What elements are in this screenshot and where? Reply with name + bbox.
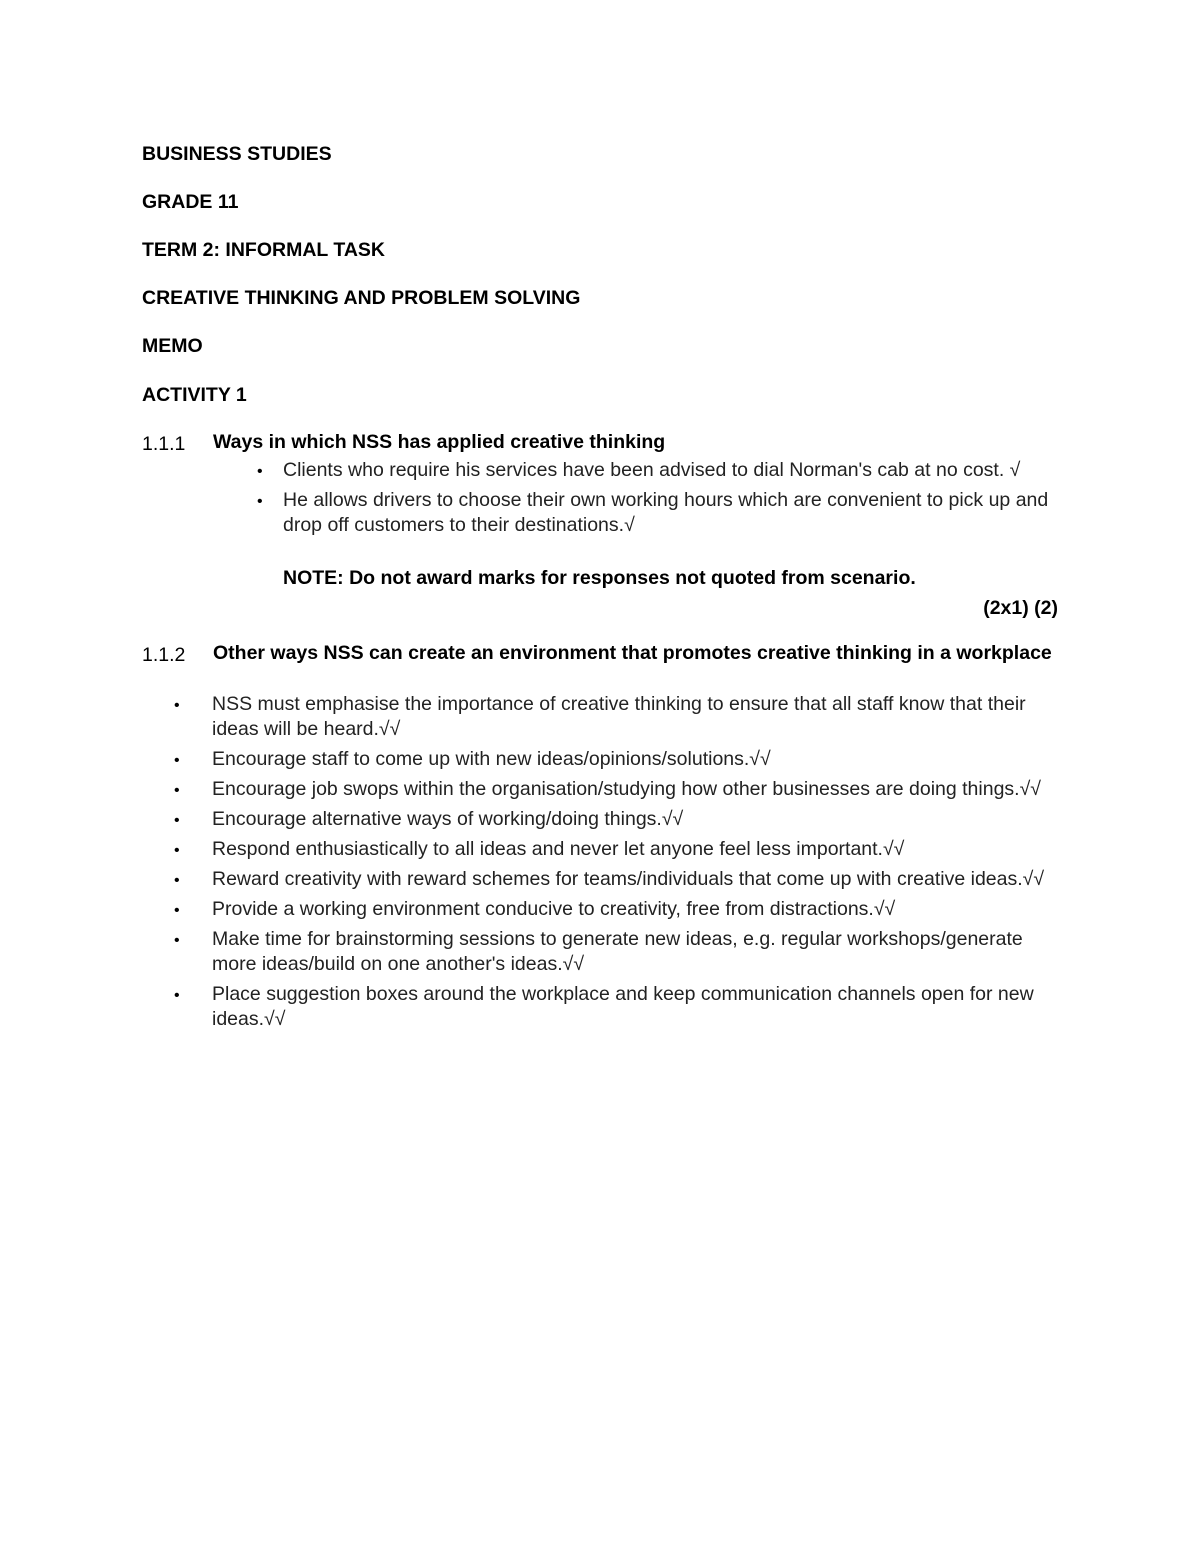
answer-text: Respond enthusiastically to all ideas and never let anyone feel less important.√√ [212,838,905,860]
list-item [174,807,1072,832]
memo-heading: MEMO [142,335,203,357]
list-item [174,927,1072,977]
question-title-1-1-2: Other ways NSS can create an environment that promotes creative thinking in a workplace [213,642,1052,664]
bullet-icon: • [174,697,180,714]
answer-text: Place suggestion boxes around the workplace and keep communication channels open for new ideas.√√ [212,983,1034,1030]
activity-heading: ACTIVITY 1 [142,384,247,406]
list-item [174,777,1072,802]
bullet-icon: • [174,932,180,949]
bullet-icon: • [174,872,180,889]
list-item [174,837,1072,862]
list-item [174,747,1072,772]
bullet-icon: • [174,902,180,919]
question-title-1-1-1: Ways in which NSS has applied creative thinking [213,431,666,453]
grade-heading: GRADE 11 [142,191,239,213]
term-heading: TERM 2: INFORMAL TASK [142,239,386,261]
answer-list-1-1-2 [174,692,1072,1037]
answer-text: He allows drivers to choose their own working hours which are convenient to pick up and drop off customers to their destinations.√ [283,489,1049,536]
bullet-icon: • [174,752,180,769]
list-item [174,692,1072,742]
bullet-icon: • [257,493,263,510]
answer-text: Encourage job swops within the organisation/studying how other businesses are doing things.√√ [212,778,1041,800]
bullet-icon: • [174,782,180,799]
answer-text: Reward creativity with reward schemes for teams/individuals that come up with creative ideas.√√ [212,868,1045,890]
bullet-icon: • [174,987,180,1004]
marking-note: NOTE: Do not award marks for responses not quoted from scenario. [283,567,916,589]
answer-text: NSS must emphasise the importance of creative thinking to ensure that all staff know that their ideas will be heard.√√ [212,693,1026,740]
question-number-1-1-2: 1.1.2 [142,644,186,666]
list-item [257,488,1073,538]
answer-text: Provide a working environment conducive to creativity, free from distractions.√√ [212,898,896,920]
list-item [257,458,1073,483]
answer-text: Clients who require his services have been advised to dial Norman's cab at no cost. √ [283,459,1021,481]
subject-heading: BUSINESS STUDIES [142,143,332,165]
question-number-1-1-1: 1.1.1 [142,433,186,455]
list-item [174,867,1072,892]
topic-heading: CREATIVE THINKING AND PROBLEM SOLVING [142,287,581,309]
bullet-icon: • [174,842,180,859]
answer-text: Encourage staff to come up with new ideas/opinions/solutions.√√ [212,748,771,770]
answer-text: Encourage alternative ways of working/doing things.√√ [212,808,684,830]
bullet-icon: • [174,812,180,829]
answer-text: Make time for brainstorming sessions to generate new ideas, e.g. regular workshops/generate more ideas/build on one another's ideas.√√ [212,928,1023,975]
list-item [174,897,1072,922]
mark-allocation: (2x1) (2) [983,597,1058,619]
answer-list-1-1-1 [257,458,1073,543]
bullet-icon: • [257,463,263,480]
list-item [174,982,1072,1032]
